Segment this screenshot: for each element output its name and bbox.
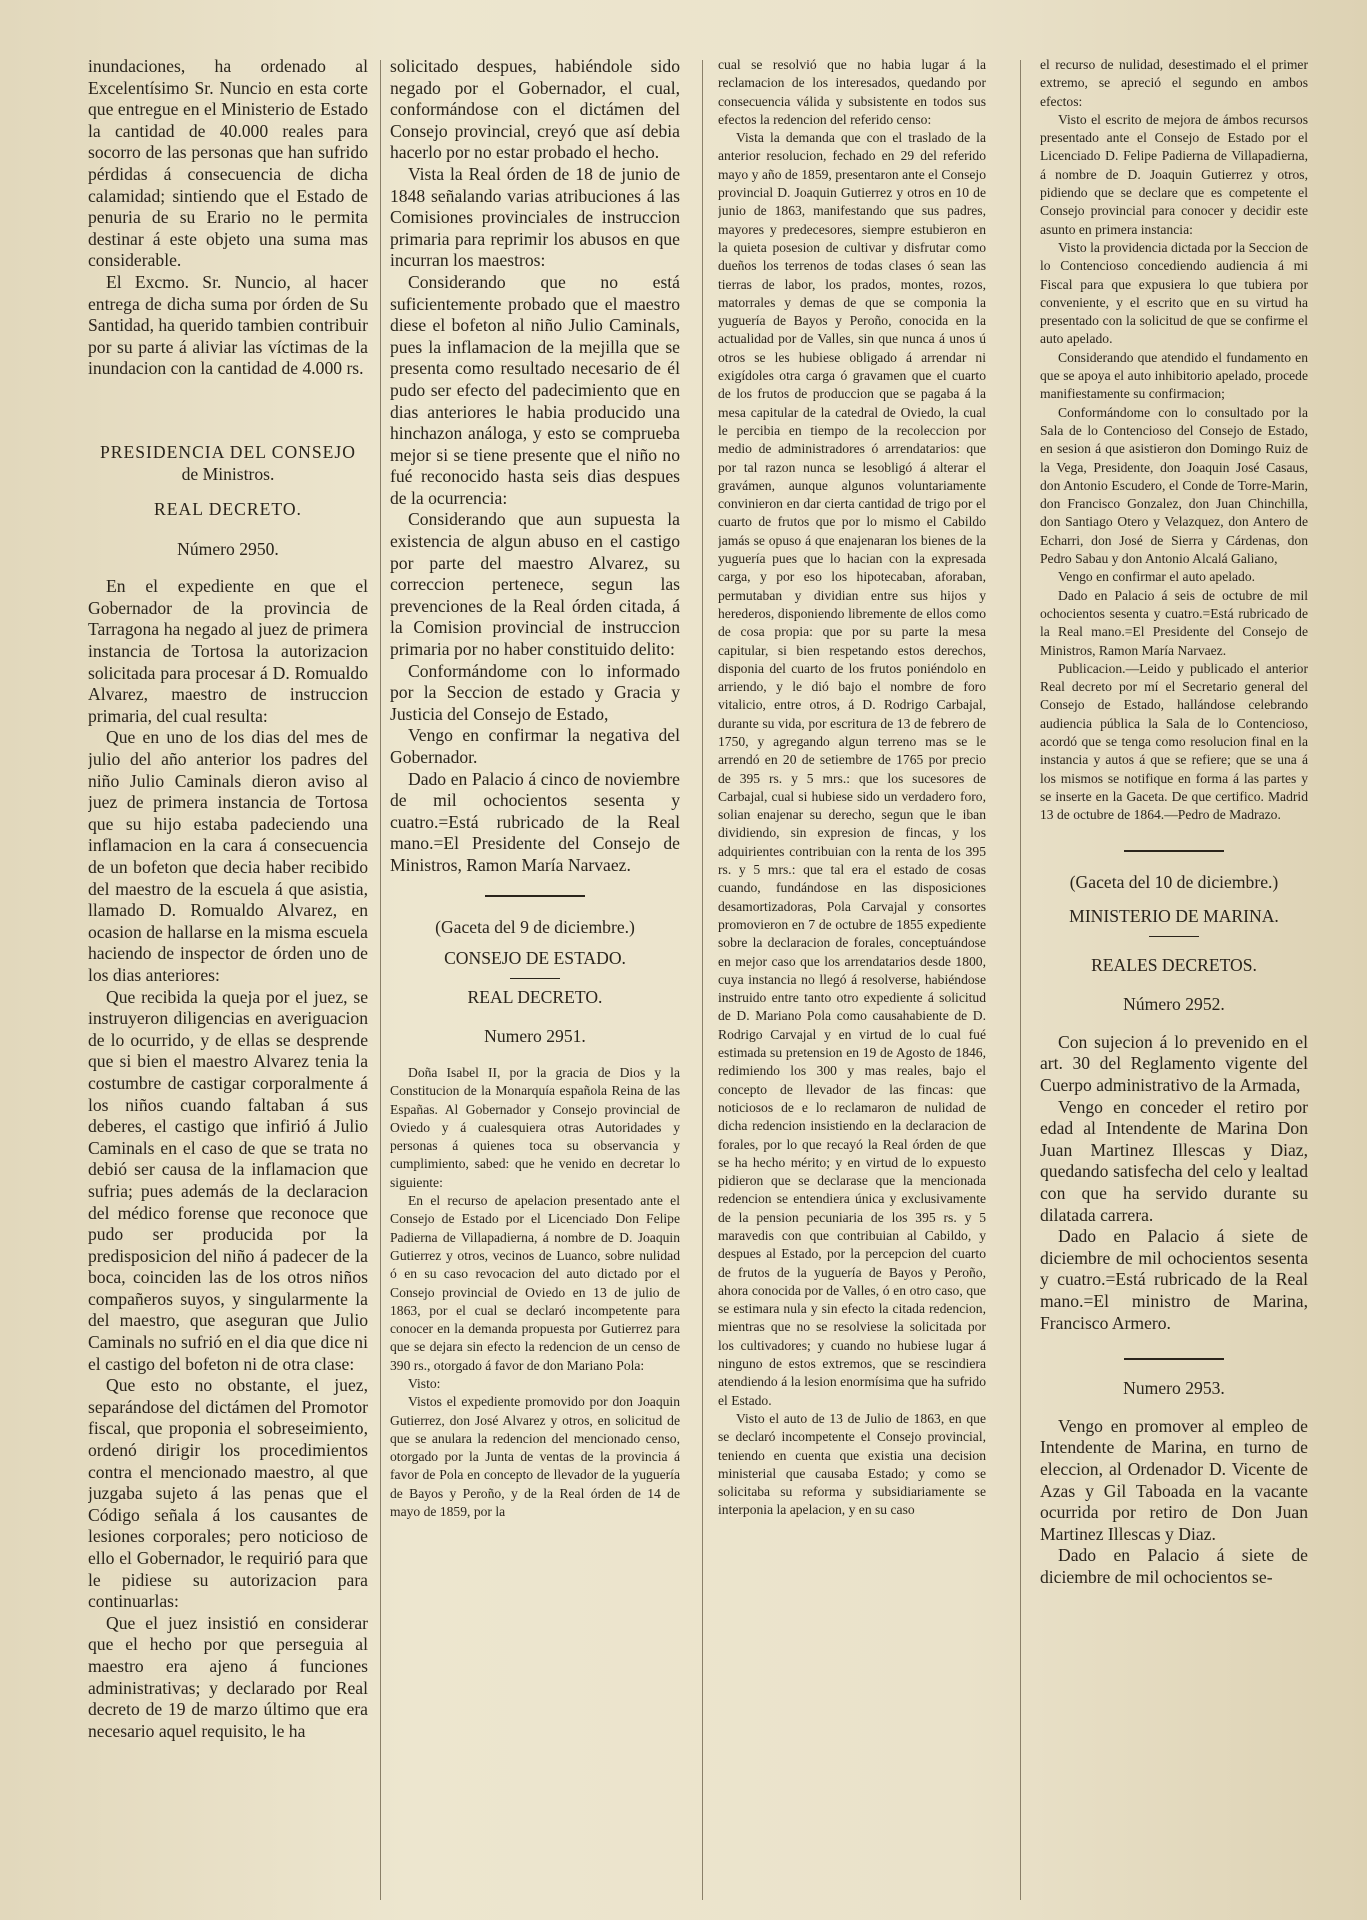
- section-rule: [510, 978, 560, 979]
- section-heading: CONSEJO DE ESTADO.: [444, 948, 626, 969]
- paragraph: Que el juez insistió en considerar que el hecho por que perseguia al maestro era ajeno á funciones administrativas; y declarado por Real decreto de 19 de marzo último que era necesario aquel requisito, le ha: [88, 1612, 368, 1741]
- column-divider: [702, 60, 703, 1900]
- gaceta-date: (Gaceta del 9 de diciembre.): [435, 916, 635, 937]
- column-1: [88, 56, 368, 1906]
- column-2: [390, 56, 680, 1906]
- paragraph: el recurso de nulidad, desestimado el el primer extremo, se apreció el segundo en ambos efectos:: [1040, 57, 1308, 109]
- paragraph: Vengo en confirmar la negativa del Gobernador.: [390, 725, 680, 767]
- paragraph: Con sujecion á lo prevenido en el art. 30 del Reglamento vigente del Cuerpo administrativo de la Armada,: [1040, 1031, 1308, 1096]
- column-divider: [1020, 60, 1021, 1900]
- section-rule: [485, 895, 585, 897]
- paragraph: Vistos el expediente promovido por don Joaquin Gutierrez, don José Alvarez y otros, en solicitud de que se anulara la redencion del mencionado censo, otorgado por la Junta de ventas de la provincia á favor de Pola en concepto de llevador de la yuguería de Bayos y Peroño, y de la Real órden de 14 de mayo de 1859, por la: [390, 1394, 680, 1520]
- paragraph: Dado en Palacio á siete de diciembre de mil ochocientos sesenta y cuatro.=Está rubricado de la Real mano.=El ministro de Marina, Francisco Armero.: [1040, 1226, 1308, 1333]
- column-4: [1040, 56, 1308, 1906]
- section-subheading: de Ministros.: [181, 463, 275, 484]
- paragraph: En el expediente en que el Gobernador de la provincia de Tarragona ha negado al juez de primera instancia de Tortosa la autorizacion solicitada para procesar á D. Romualdo Alvarez, maestro de instruccion primaria, del cual resulta:: [88, 576, 368, 726]
- paragraph: Que esto no obstante, el juez, separándose del dictámen del Promotor fiscal, que proponia el sobreseimiento, ordenó dirigir los procedimientos contra el mencionado maestro, al que juzgaba sujeto á las penas que el Código señala á los causantes de lesiones corporales; pero noticioso de ello el Gobernador, le requirió para que le pidiese su autorizacion para continuarlas:: [88, 1375, 368, 1612]
- paragraph: solicitado despues, habiéndole sido negado por el Gobernador, el cual, conformándose con el dictámen del Consejo provincial, creyó que así debia hacerlo por no estar probado el hecho.: [390, 56, 680, 163]
- paragraph: cual se resolvió que no habia lugar á la reclamacion de los interesados, quedando por consecuencia válida y subsistente en todos sus efectos la redencion del referido censo:: [718, 57, 986, 127]
- decree-heading: REALES DECRETOS.: [1091, 954, 1257, 975]
- paragraph: Considerando que aun supuesta la existencia de algun abuso en el castigo por parte del maestro Alvarez, su correccion pertenece, segun las prevenciones de la Real órden citada, á la Comision provincial de instruccion primaria por no haber constituido delito:: [390, 509, 680, 660]
- paragraph: Dado en Palacio á siete de diciembre de mil ochocientos se-: [1040, 1545, 1308, 1587]
- paragraph: Conformándome con lo consultado por la Sala de lo Contencioso del Consejo de Estado, en sesion á que asistieron don Domingo Ruiz de la Vega, Presidente, don Joaquin José Casaus, don Antonio Escudero, el Conde de Torre-Marin, don Francisco Gonzalez, don Juan Chinchilla, don Santiago Otero y Velazquez, don Antero de Echarri, don José de Sierra y Cárdenas, don Pedro Sabau y don Antonio Alcalá Galiano,: [1040, 404, 1308, 567]
- decree-heading: REAL DECRETO.: [467, 986, 603, 1007]
- paragraph: Vengo en confirmar el auto apelado.: [1058, 569, 1256, 585]
- paragraph: Dado en Palacio á seis de octubre de mil ochocientos sesenta y cuatro.=Está rubricado de la Real mano.=El Presidente del Consejo de Ministros, Ramon María Narvaez.: [1040, 587, 1308, 658]
- section-rule: [1124, 1358, 1224, 1360]
- paragraph: Dado en Palacio á cinco de noviembre de mil ochocientos sesenta y cuatro.=Está rubricado de la Real mano.=El Presidente del Consejo de Ministros, Ramon María Narvaez.: [390, 768, 680, 875]
- paragraph: Doña Isabel II, por la gracia de Dios y la Constitucion de la Monarquía española Reina de las Españas. Al Gobernador y Consejo provincial de Oviedo y á cualesquiera otras Autoridades y personas á quienes toca su observancia y cumplimiento, sabed: que he venido en decretar lo siguiente:: [390, 1064, 680, 1190]
- gaceta-date: (Gaceta del 10 de diciembre.): [1069, 872, 1279, 893]
- paragraph: Considerando que atendido el fundamento en que se apoya el auto inhibitorio apelado, procede manifiestamente su confirmacion;: [1040, 349, 1308, 402]
- paragraph: Vista la Real órden de 18 de junio de 1848 señalando varias atribuciones á las Comisiones provinciales de instruccion primaria para reprimir los abusos en que incurran los maestros:: [390, 163, 680, 271]
- paragraph: Que en uno de los dias del mes de julio del año anterior los padres del niño Julio Caminals dieron aviso al juez de primera instancia de Tortosa que su hijo estaba padeciendo una inflamacion en la cara á consecuencia de un bofeton que decia haber recibido del maestro de la escuela á que asistia, llamado D. Romualdo Alvarez, en ocasion de hallarse en la misma escuela haciendo de inspector de órden uno de los dias anteriores:: [88, 727, 368, 985]
- paragraph: Vista la demanda que con el traslado de la anterior resolucion, fechado en 29 del referido mayo y año de 1859, presentaron ante el Consejo provincial D. Joaquin Gutierrez y otros en 10 de junio de 1863, manifestando que sus padres, mayores y predecesores, siempre estubieron en la quieta posesion de cultivar y disfrutar como dueños los terrenos de todas clases ó sean las tierras de labor, los prados, montes, rozos, matorrales y demas de que se componia la yuguería de Bayos y Peroño, conocida en la actualidad por de Valles, sin que nunca á unos ú otros se les hubiese obligado á arrendar ni exigídoles otra carga ó gravamen que el cuarto de los frutos de produccion que se pagaba á la mesa capitular de la catedral de Oviedo, la cual le percibia en tiempo de la recoleccion por medio de administradores ó arrendatarios: que por tal razon nunca se lesobligó á alterar el gravámen, aunque algunos voluntariamente convinieron en dar cierta cantidad de trigo por el cuarto de frutos que por lo mismo el Cabildo jamás se opuso á que enajenaran los bienes de la yuguería pues que lo hacian con la expresada carga, y por eso los hipotecaban, aforaban, permutaban y dividian entre sus hijos y herederos, disponiendo libremente de ellos como de cosa propia: que por su parte la mesa capitular, si bien respetando estos derechos, disponia del cuarto de los frutos poniéndolo en arriendo, y le dió bajo el nombre de foro vitalicio, entre otros, á D. Rodrigo Carbajal, durante su vida, por escritura de 13 de febrero de 1750, y agregando algun terreno mas se le arrendó en 20 de setiembre de 1765 por precio de 395 rs. y 5 mrs.: que los sucesores de Carbajal, cual si hubiese sido un verdadero foro, solian enajenar su derecho, segun que le iban dividiendo, sin expresion de fincas, y los adquirientes contribuian con la renta de los 395 rs. y 5 mrs.: que tal era el estado de cosas cuando, fundándose en las disposiciones desamortizadoras, Pola Carvajal y consortes promovieron en 7 de octubre de 1855 expediente sobre la declaracion de forales, conceptuándose en mejor caso que los arrendatarios desde 1800, cuya instancia no llegó á resolverse, habiéndose instruido entre tanto otro expediente á solicitud de D. Mariano Pola como causahabiente de D. Rodrigo Carvajal y en virtud de lo cual fué estimada su pretension en 19 de Agosto de 1846, redimiendo los 300 y mas reales, bajo el concepto de llevador de las fincas: que noticiosos de e lo reclamaron de nulidad de dicha redencion insistiendo en la declaracion de forales, por lo que recayó la Real órden de que se ha hecho mérito; y en virtud de lo expuesto pidieron que se declarase que la mencionada redencion se entendiera única y exclusivamente de la pension pecuniaria de los 395 rs. y 5 maravedis con que contribuian al Cabildo, y despues al Estado, por la percepcion del cuarto de frutos de la yuguería de Bayos y Peroño, ahora conocida por de Valles, ó en otro caso, que se estimara nula y sin efecto la citada redencion, mientras que no se resolviese la solicitada por los cultivadores; y cuando no hubiese lugar á ninguno de estos extremos, que se rescindiera atendiendo á la lesion enormísima que ha sufrido el Estado.: [718, 130, 986, 1408]
- decree-heading: REAL DECRETO.: [154, 499, 302, 520]
- section-rule: [1149, 936, 1199, 937]
- paragraph: El Excmo. Sr. Nuncio, al hacer entrega de dicha suma por órden de Su Santidad, ha querido tambien contribuir por su parte á aliviar las víctimas de la inundacion con la cantidad de 4.000 rs.: [88, 271, 368, 379]
- decree-number: Numero 2953.: [1123, 1378, 1225, 1399]
- paragraph: Conformándome con lo informado por la Seccion de estado y Gracia y Justicia del Consejo de Estado,: [390, 660, 680, 724]
- paragraph: Vengo en conceder el retiro por edad al Intendente de Marina Don Juan Martinez Illescas y Diaz, quedando satisfecha del celo y lealtad con que ha servido durante su dilatada carrera.: [1040, 1096, 1308, 1225]
- section-heading: MINISTERIO DE MARINA.: [1069, 906, 1279, 927]
- paragraph: Considerando que no está suficientemente probado que el maestro diese el bofeton al niño Julio Caminals, pues la inflamacion de la mejilla que se presenta como resultado necesario de él pudo ser efecto del padecimiento que en dias anteriores le habia producido una hinchazon análoga, y esto se comprueba mejor si se tiene presente que el niño no fué reconocido hasta seis dias despues de la ocurrencia:: [390, 271, 680, 508]
- paragraph: Vengo en promover al empleo de Intendente de Marina, en turno de eleccion, al Ordenador D. Vicente de Azas y Gil Taboada en la vacante ocurrida por retiro de Don Juan Martinez Illescas y Diaz.: [1040, 1415, 1308, 1544]
- section-rule: [1124, 850, 1224, 852]
- paragraph: inundaciones, ha ordenado al Excelentísimo Sr. Nuncio en esta corte que entregue en el Ministerio de Estado la cantidad de 40.000 reales para socorro de las personas que han sufrido pérdidas á consecuencia de dicha calamidad; sintiendo que el Estado de penuria de su Erario no le permita destinar á este objeto una suma mas considerable.: [88, 56, 368, 271]
- column-3: [718, 56, 986, 1906]
- paragraph: Visto el escrito de mejora de ámbos recursos presentado ante el Consejo de Estado por el Licenciado D. Felipe Padierna de Villapadierna, á nombre de D. Joaquin Gutierrez y otros, pidiendo que se declare que es competente el Consejo provincial para conocer y decidir este asunto en primera instancia:: [1040, 111, 1308, 237]
- paragraph: Publicacion.—Leido y publicado el anterior Real decreto por mí el Secretario general del Consejo de Estado, hallándose celebrando audiencia pública la Sala de lo Contencioso, acordó que se tenga como resolucion final en la instancia y autos á que se refiere; que se una á los mismos se notifique en forma á las partes y se inserte en la Gaceta. De que certifico. Madrid 13 de octubre de 1864.—Pedro de Madrazo.: [1040, 660, 1308, 823]
- column-divider: [380, 60, 381, 1900]
- paragraph: Visto:: [408, 1375, 441, 1391]
- paragraph: Visto el auto de 13 de Julio de 1863, en que se declaró incompetente el Consejo provincial, teniendo en cuenta que existia una decision ministerial que causaba Estado; y como se solicitaba su reforma y subsidiariamente se interponia la apelacion, y en su caso: [718, 1410, 986, 1518]
- paragraph: En el recurso de apelacion presentado ante el Consejo de Estado por el Licenciado Don Felipe Padierna de Villapadierna, á nombre de D. Joaquin Gutierrez y otros, vecinos de Luanco, sobre nulidad ó en su caso revocacion del auto dictado por el Consejo provincial de Oviedo en 13 de julio de 1863, por el cual se declaró incompetente para conocer en la demanda propuesta por Gutierrez para que se dejara sin efecto la redencion de un censo de 390 rs., otorgado á favor de don Mariano Pola:: [390, 1193, 680, 1373]
- section-heading: PRESIDENCIA DEL CONSEJO: [100, 441, 356, 462]
- paragraph: Que recibida la queja por el juez, se instruyeron diligencias en averiguacion de lo ocurrido, y de ellas se desprende que si bien el maestro Alvarez tenia la costumbre de castigar corporalmente á los niños cuando faltaban á sus deberes, el castigo que infirió á Julio Caminals en el caso de que se trata no debió ser causa de la inflamacion que sufria; pues además de la declaracion del médico forense que reconoce que pudo ser producida por la predisposicion del niño á padecer de la boca, coinciden las de los otros niños compañeros suyos, y singularmente la del maestro, que aseguran que Julio Caminals no sufrió en el dia que dice ni el castigo del bofeton ni de otra clase:: [88, 986, 368, 1374]
- decree-number: Numero 2951.: [484, 1026, 586, 1047]
- paragraph: Visto la providencia dictada por la Seccion de lo Contencioso concediendo audiencia á mi Fiscal para que expusiera lo que tubiera por conveniente, y el escrito que en su virtud ha presentado con la solicitud de que se confirme el auto apelado.: [1040, 239, 1308, 347]
- decree-number: Número 2950.: [177, 538, 279, 559]
- decree-number: Número 2952.: [1123, 994, 1225, 1015]
